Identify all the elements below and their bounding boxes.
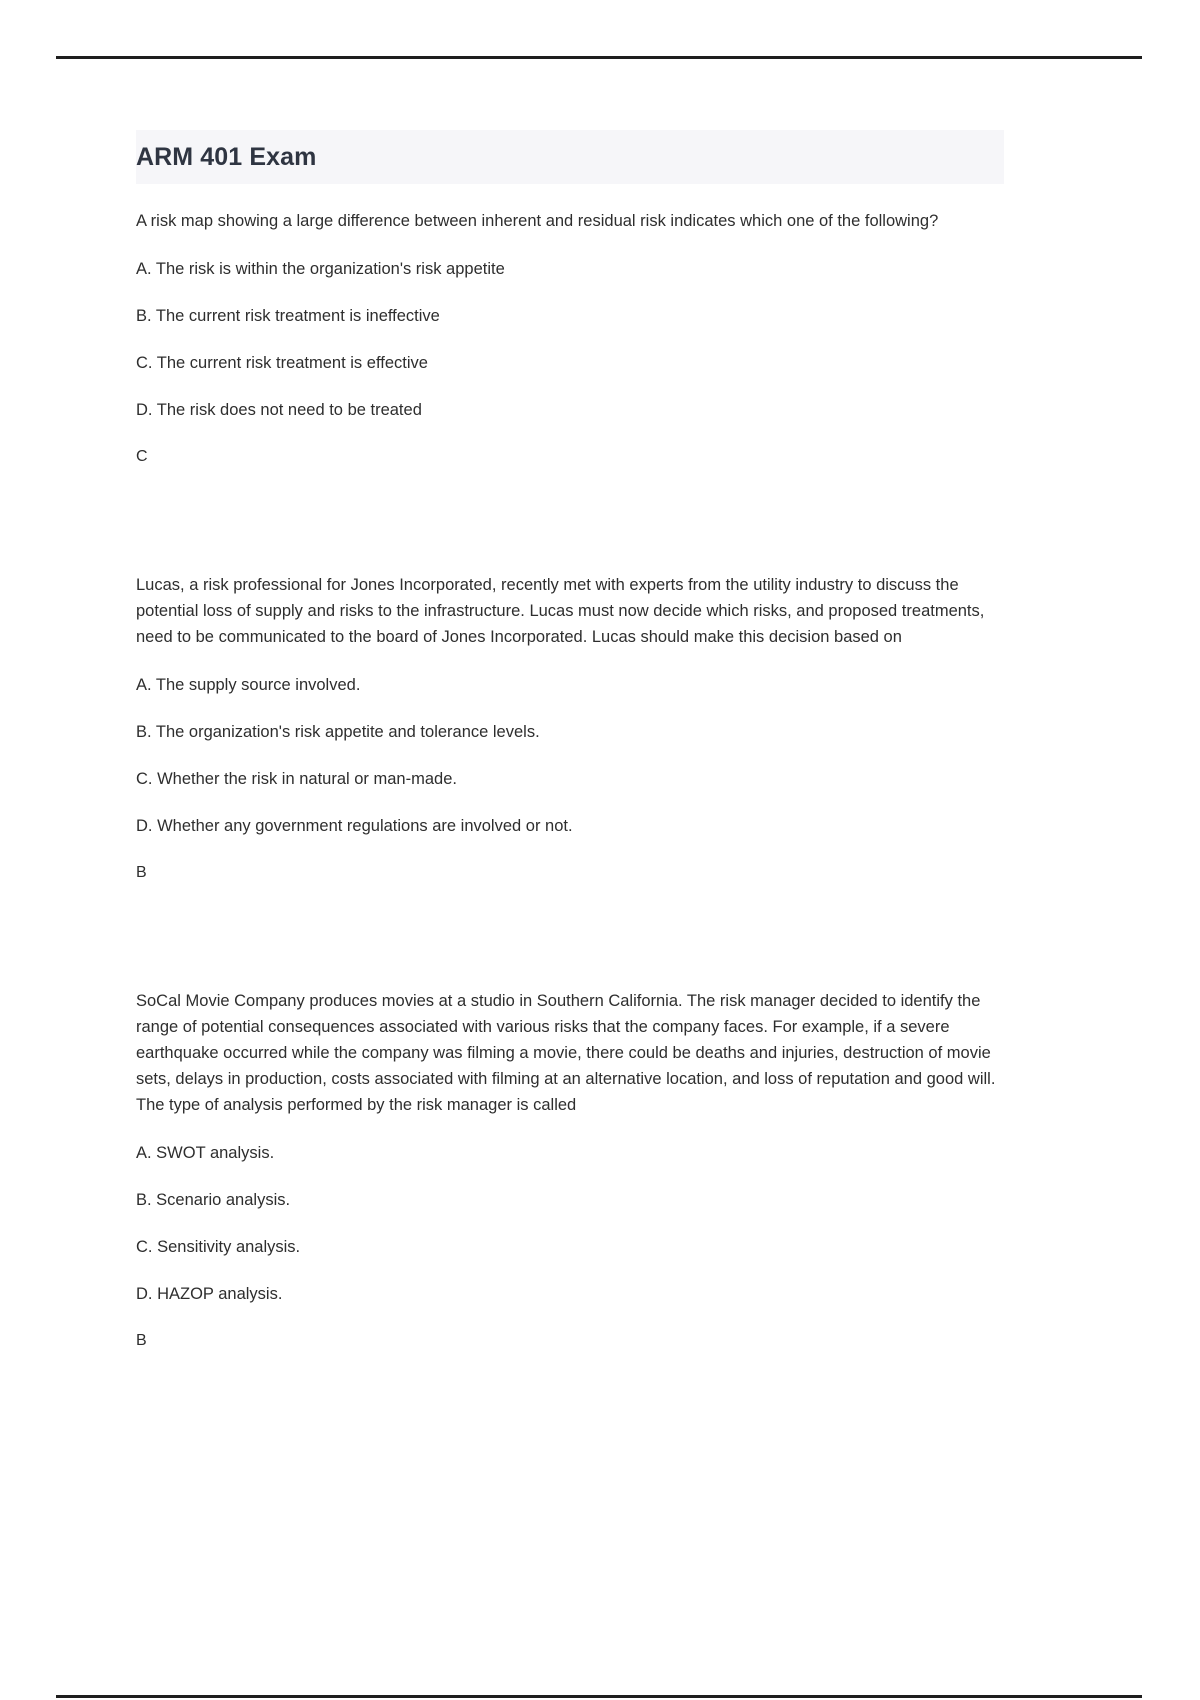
page-top-rule bbox=[56, 56, 1142, 59]
page-title: ARM 401 Exam bbox=[136, 143, 317, 171]
question-option-a[interactable]: A. The supply source involved. bbox=[136, 676, 361, 694]
document-content bbox=[136, 130, 1004, 1354]
question-option-d[interactable]: D. Whether any government regulations are involved or not. bbox=[136, 817, 573, 835]
question-block-1 bbox=[136, 208, 1004, 470]
question-option-b[interactable]: B. Scenario analysis. bbox=[136, 1191, 291, 1209]
question-option-b[interactable]: B. The organization's risk appetite and tolerance levels. bbox=[136, 723, 540, 741]
question-option-a[interactable]: A. The risk is within the organization's risk appetite bbox=[136, 260, 505, 278]
question-option-b[interactable]: B. The current risk treatment is ineffective bbox=[136, 307, 440, 325]
question-stem: A risk map showing a large difference between inherent and residual risk indicates which one of the following? bbox=[136, 212, 939, 230]
question-spacer bbox=[136, 886, 1004, 988]
question-stem: Lucas, a risk professional for Jones Incorporated, recently met with experts from the utility industry to discuss the potential loss of supply and risks to the infrastructure. Lucas must now decide which risks, and proposed treatments, need to be communicated to the board of Jones Incorporated. Lucas should make this decision based on bbox=[136, 576, 985, 646]
question-answer: B bbox=[136, 1332, 147, 1349]
question-spacer bbox=[136, 470, 1004, 572]
question-option-a[interactable]: A. SWOT analysis. bbox=[136, 1144, 275, 1162]
question-block-2 bbox=[136, 572, 1004, 886]
question-option-c[interactable]: C. Whether the risk in natural or man-made. bbox=[136, 770, 457, 788]
question-answer: C bbox=[136, 448, 148, 465]
document-title-band bbox=[136, 130, 1004, 184]
question-option-d[interactable]: D. The risk does not need to be treated bbox=[136, 401, 422, 419]
question-answer: B bbox=[136, 864, 147, 881]
page-bottom-rule bbox=[56, 1695, 1142, 1698]
question-option-c[interactable]: C. Sensitivity analysis. bbox=[136, 1238, 301, 1256]
question-stem: SoCal Movie Company produces movies at a studio in Southern California. The risk manager decided to identify the range of potential consequences associated with various risks that the company faces. For example, if a severe earthquake occurred while the company was filming a movie, there could be deaths and injuries, destruction of movie sets, delays in production, costs associated with filming at an alternative location, and loss of reputation and good will. The type of analysis performed by the risk manager is called bbox=[136, 992, 996, 1114]
question-block-3 bbox=[136, 988, 1004, 1354]
question-option-d[interactable]: D. HAZOP analysis. bbox=[136, 1285, 283, 1303]
question-option-c[interactable]: C. The current risk treatment is effective bbox=[136, 354, 428, 372]
